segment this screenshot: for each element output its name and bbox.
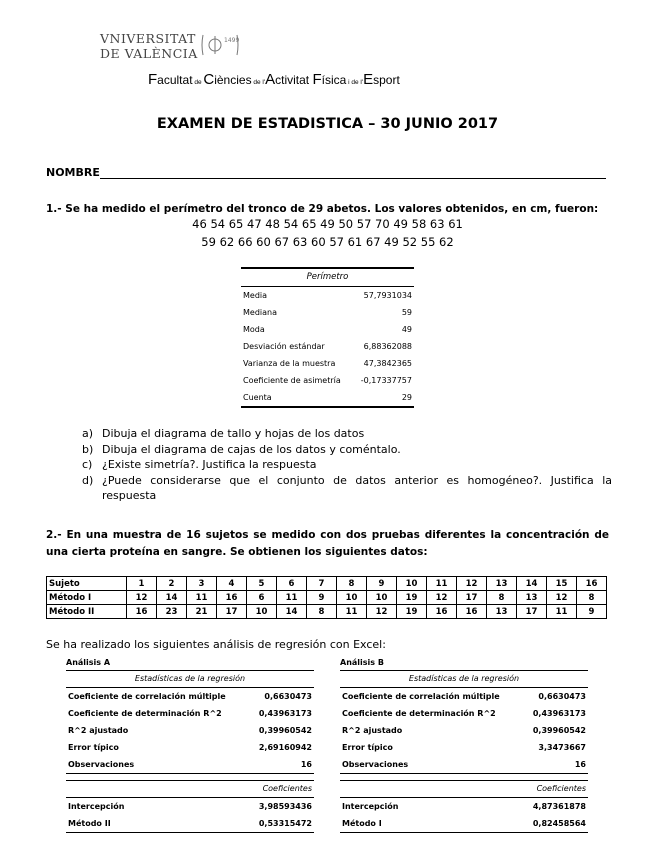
coefficients-header: Coeficientes: [340, 781, 588, 798]
table-cell: 11: [337, 605, 367, 619]
regression-stat-row: Coeficiente de correlación múltiple 0,6630473: [342, 692, 586, 701]
table-cell: 17: [217, 605, 247, 619]
table-cell: 12: [457, 577, 487, 591]
regression-stat-row: Observaciones 16: [340, 756, 588, 774]
table-cell: 13: [487, 605, 517, 619]
table-cell: 17: [457, 591, 487, 605]
table-cell: 1: [127, 577, 157, 591]
university-crest-icon: [200, 32, 240, 58]
university-name-line2: DE VALÈNCIA: [100, 46, 198, 61]
table-cell: 10: [247, 605, 277, 619]
subjects-data-table: [46, 576, 607, 619]
table-cell: 21: [187, 605, 217, 619]
table-cell: 8: [307, 605, 337, 619]
faculty-name: Facultat de Ciències de l'Activitat Física i de l'Esport: [148, 71, 400, 88]
question-1-text: 1.- Se ha medido el perímetro del tronco de 29 abetos. Los valores obtenidos, en cm, fueron:: [46, 203, 599, 215]
table-cell: 12: [427, 591, 457, 605]
table-cell: 8: [487, 591, 517, 605]
coefficient-row: Método I 0,82458564: [340, 815, 588, 833]
regression-stat-row: Coeficiente de determinación R^2 0,43963173: [68, 709, 312, 718]
table-cell: 2: [157, 577, 187, 591]
table-cell: 11: [187, 591, 217, 605]
stats-row: Desviación estándar 6,88362088: [243, 342, 412, 351]
analysis-title: Análisis B: [340, 656, 588, 671]
list-item: d) ¿Puede considerarse que el conjunto de datos anterior es homogéneo?. Justifica la respuesta: [82, 473, 612, 502]
table-cell: 10: [397, 577, 427, 591]
coefficient-row: Intercepción 3,98593436: [68, 802, 312, 811]
stats-row: Coeficiente de asimetría -0,17337757: [243, 376, 412, 385]
university-name-line1: VNIVERSITAT: [100, 31, 196, 46]
table-cell: 14: [517, 577, 547, 591]
analysis-subtitle: Estadísticas de la regresión: [66, 671, 314, 688]
table-cell: 8: [577, 591, 607, 605]
table-cell: 13: [487, 577, 517, 591]
regression-stat-row: Error típico 3,3473667: [342, 743, 586, 752]
table-cell: 12: [367, 605, 397, 619]
list-item: b) Dibuja el diagrama de cajas de los datos y coméntalo.: [82, 442, 401, 456]
list-item: c) ¿Existe simetría?. Justifica la respuesta: [82, 458, 317, 471]
table-row: [47, 591, 607, 605]
table-cell: 19: [397, 605, 427, 619]
stats-row: Moda 49: [243, 325, 412, 334]
table-cell: 23: [157, 605, 187, 619]
table-cell: 9: [577, 605, 607, 619]
table-cell: Método I: [47, 591, 127, 605]
analysis-title: Análisis A: [66, 656, 314, 671]
exam-title: EXAMEN DE ESTADISTICA – 30 JUNIO 2017: [156, 116, 499, 132]
table-cell: 11: [277, 591, 307, 605]
crest-year: 1499: [224, 37, 240, 44]
regression-stat-row: Error típico 2,69160942: [68, 743, 312, 752]
name-input-line: [100, 178, 606, 179]
table-cell: 11: [547, 605, 577, 619]
table-cell: 15: [547, 577, 577, 591]
table-cell: 16: [217, 591, 247, 605]
table-cell: 16: [127, 605, 157, 619]
table-cell: Método II: [47, 605, 127, 619]
table-cell: 6: [247, 591, 277, 605]
regression-intro: Se ha realizado los siguientes análisis de regresión con Excel:: [46, 638, 386, 651]
table-cell: 3: [187, 577, 217, 591]
regression-stat-row: Observaciones 16: [66, 756, 314, 774]
table-cell: 14: [157, 591, 187, 605]
table-cell: 16: [427, 605, 457, 619]
table-cell: 16: [457, 605, 487, 619]
regression-analysis-a: [66, 656, 314, 833]
table-cell: 6: [277, 577, 307, 591]
table-row: [47, 577, 607, 591]
regression-stat-row: R^2 ajustado 0,39960542: [68, 726, 312, 735]
stats-row: Varianza de la muestra 47,3842365: [243, 359, 412, 368]
table-cell: 9: [307, 591, 337, 605]
table-cell: 5: [247, 577, 277, 591]
regression-analysis-b: [340, 656, 588, 833]
question-1-subitems: [82, 426, 612, 504]
table-cell: 12: [127, 591, 157, 605]
table-cell: 14: [277, 605, 307, 619]
table-cell: 12: [547, 591, 577, 605]
table-cell: 10: [337, 591, 367, 605]
regression-stat-row: R^2 ajustado 0,39960542: [342, 726, 586, 735]
table-cell: 4: [217, 577, 247, 591]
regression-stat-row: Coeficiente de determinación R^2 0,43963173: [342, 709, 586, 718]
table-cell: 7: [307, 577, 337, 591]
table-row: [47, 605, 607, 619]
question-1-data-line-1: 46 54 65 47 48 54 65 49 50 57 70 49 58 63 61: [192, 217, 463, 231]
coefficient-row: Método II 0,53315472: [66, 815, 314, 833]
stats-row: Cuenta 29: [241, 389, 414, 408]
table-cell: 17: [517, 605, 547, 619]
list-item: a) Dibuja el diagrama de tallo y hojas de los datos: [82, 427, 365, 440]
stats-row: Media 57,7931034: [243, 291, 412, 300]
stats-row: Mediana 59: [243, 308, 412, 317]
regression-stat-row: Coeficiente de correlación múltiple 0,6630473: [68, 692, 312, 701]
table-cell: 9: [367, 577, 397, 591]
table-cell: 16: [577, 577, 607, 591]
stats-table-title: Perímetro: [241, 267, 414, 287]
question-2-text: 2.- En una muestra de 16 sujetos se medido con dos pruebas diferentes la concentración de una cierta proteína en sangre. Se obtienen los siguientes datos:: [46, 529, 609, 558]
university-logo-text: [100, 31, 198, 61]
table-cell: 19: [397, 591, 427, 605]
descriptive-stats-table: [241, 267, 414, 408]
analysis-subtitle: Estadísticas de la regresión: [340, 671, 588, 688]
table-cell: 11: [427, 577, 457, 591]
coefficients-header: Coeficientes: [66, 781, 314, 798]
question-1-data-line-2: 59 62 66 60 67 63 60 57 61 67 49 52 55 62: [201, 235, 454, 249]
name-label: NOMBRE: [46, 166, 100, 179]
coefficient-row: Intercepción 4,87361878: [342, 802, 586, 811]
table-cell: Sujeto: [47, 577, 127, 591]
table-cell: 13: [517, 591, 547, 605]
table-cell: 8: [337, 577, 367, 591]
table-cell: 10: [367, 591, 397, 605]
